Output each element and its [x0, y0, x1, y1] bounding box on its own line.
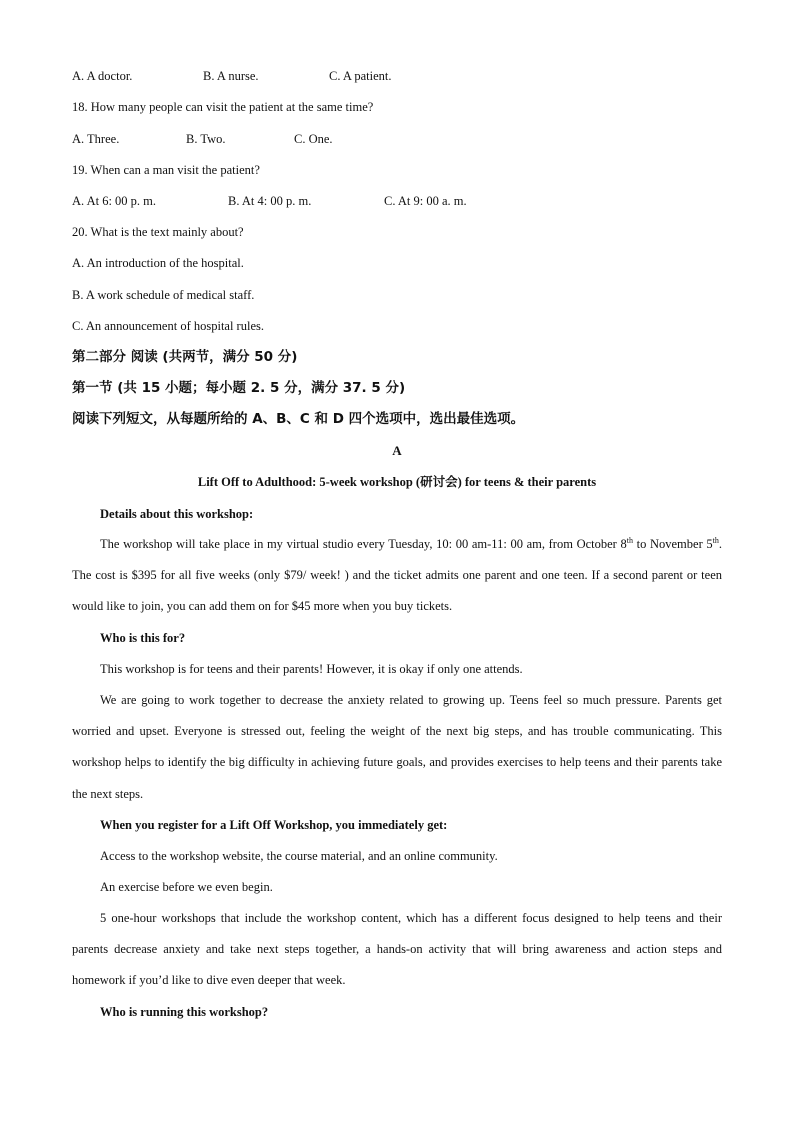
q20-option-c: C. An announcement of hospital rules. — [72, 319, 264, 333]
q20-question: 20. What is the text mainly about? — [72, 225, 244, 239]
section-sub-heading: 第一节 (共 15 小题；每小题 2. 5 分，满分 37. 5 分) — [72, 380, 406, 396]
paragraph-access: Access to the workshop website, the course material, and an online community. — [100, 849, 498, 863]
q17-option-b: B. A nurse. — [203, 69, 259, 83]
details-sup-2: th — [712, 535, 719, 545]
heading-running: Who is running this workshop? — [100, 1005, 269, 1019]
section-part-heading: 第二部分 阅读 (共两节，满分 50 分) — [72, 349, 298, 365]
q19-option-b: B. At 4: 00 p. m. — [228, 194, 312, 208]
passage-letter: A — [392, 443, 402, 458]
details-text-2: to November 5 — [632, 537, 713, 551]
q18-option-a: A. Three. — [72, 132, 120, 146]
section-instruction: 阅读下列短文，从每题所给的 A、B、C 和 D 四个选项中，选出最佳选项。 — [72, 411, 525, 427]
details-sup-1: th — [626, 535, 633, 545]
heading-details: Details about this workshop: — [100, 507, 254, 521]
q18-option-b: B. Two. — [186, 132, 226, 146]
paragraph-details — [72, 529, 722, 623]
q20-option-b: B. A work schedule of medical staff. — [72, 288, 255, 302]
paragraph-five-workshops: 5 one-hour workshops that include the workshop content, which has a different focus designed to help teens and their parents decrease anxiety and take next steps together, a hands-on activity that will bring awareness and action steps and homework if you’d like to dive even deeper that week. — [72, 911, 722, 988]
q19-question: 19. When can a man visit the patient? — [72, 163, 260, 177]
q20-option-a: A. An introduction of the hospital. — [72, 256, 244, 270]
details-text-3: . The cost is $395 for all five weeks (only $79/ week! ) and the ticket admits one parent and one teen. If a second parent or teen would like to join, you can add them on for $45 more when you buy tickets. — [72, 537, 722, 614]
heading-register: When you register for a Lift Off Workshop, you immediately get: — [100, 818, 448, 832]
paragraph-anxiety: We are going to work together to decrease the anxiety related to growing up. Teens feel so much pressure. Parents get worried and upset. Everyone is stressed out, feeling the weight of the next big steps, and has trouble communicating. This workshop helps to identify the big difficulty in achieving future goals, and provides exercises to help teens and their parents take the next steps. — [72, 693, 722, 801]
details-text-1: The workshop will take place in my virtual studio every Tuesday, 10: 00 am-11: 00 am, from October 8 — [100, 537, 627, 551]
q18-question: 18. How many people can visit the patient at the same time? — [72, 100, 374, 114]
paragraph-exercise: An exercise before we even begin. — [100, 880, 273, 894]
paragraph-who-for: This workshop is for teens and their parents! However, it is okay if only one attends. — [100, 662, 523, 676]
q17-option-a: A. A doctor. — [72, 69, 133, 83]
passage-title: Lift Off to Adulthood: 5-week workshop (研讨会) for teens & their parents — [197, 475, 597, 489]
q18-option-c: C. One. — [294, 132, 333, 146]
q19-option-a: A. At 6: 00 p. m. — [72, 194, 157, 208]
q17-option-c: C. A patient. — [329, 69, 392, 83]
heading-who-for: Who is this for? — [100, 631, 186, 645]
q19-option-c: C. At 9: 00 a. m. — [384, 194, 467, 208]
